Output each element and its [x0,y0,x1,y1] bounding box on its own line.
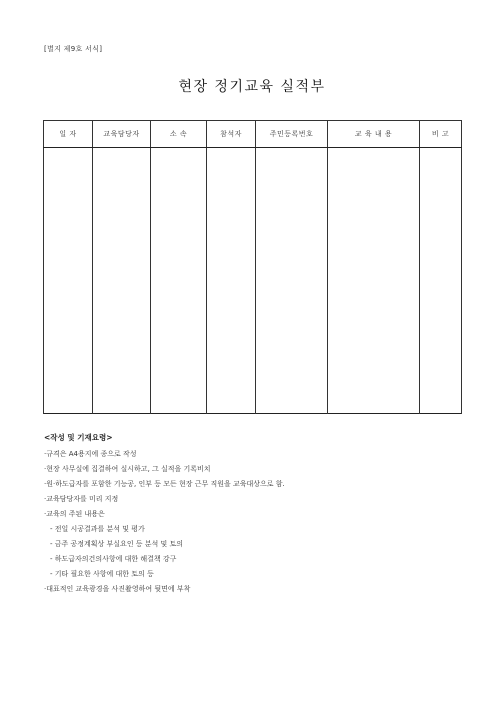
table-body-row [44,148,462,414]
header-remarks: 비 고 [420,121,462,148]
instruction-line: ·원·하도급자를 포함한 기능공, 인부 등 모든 현장 근무 직원을 교육대상으로 함. [44,480,285,488]
header-instructor: 교육담당자 [93,121,151,148]
instruction-line: ·규격은 A4용지에 종으로 작성 [44,450,137,458]
form-number-label: [별지 제9호 서식] [44,45,103,53]
header-date: 일 자 [44,121,93,148]
instruction-subline: - 기타 필요한 사항에 대한 토의 등 [50,570,154,578]
cell-attendee[interactable] [207,148,256,414]
document-title: 현장 정기교육 실적부 [178,79,326,95]
instruction-line: ·대표적인 교육광경을 사진촬영하여 뒷면에 부착 [44,585,191,593]
header-content: 교 육 내 용 [328,121,420,148]
instruction-subline: - 하도급자의건의사항에 대한 해결책 강구 [50,555,177,563]
cell-remarks[interactable] [420,148,462,414]
instruction-subline: - 전일 시공결과를 분석 및 평가 [50,525,145,533]
instruction-line: ·교육담당자를 미리 지정 [44,495,119,503]
writing-instructions [44,432,464,597]
table-header-row [44,121,462,148]
cell-instructor[interactable] [93,148,151,414]
instruction-line: ·교육의 주된 내용은 [44,510,105,518]
header-attendee: 참석자 [207,121,256,148]
cell-content[interactable] [328,148,420,414]
cell-resident-id[interactable] [256,148,328,414]
header-affiliation: 소 속 [151,121,207,148]
cell-date[interactable] [44,148,93,414]
instructions-heading: <작성 및 기재요령> [44,433,113,442]
instruction-line: ·현장 사무실에 집결하여 실시하고, 그 실적을 기록비치 [44,465,211,473]
instruction-subline: - 금주 공정계획상 부실요인 등 분석 및 토의 [50,540,184,548]
header-resident-id: 주민등록번호 [256,121,328,148]
education-record-table [43,120,462,414]
cell-affiliation[interactable] [151,148,207,414]
